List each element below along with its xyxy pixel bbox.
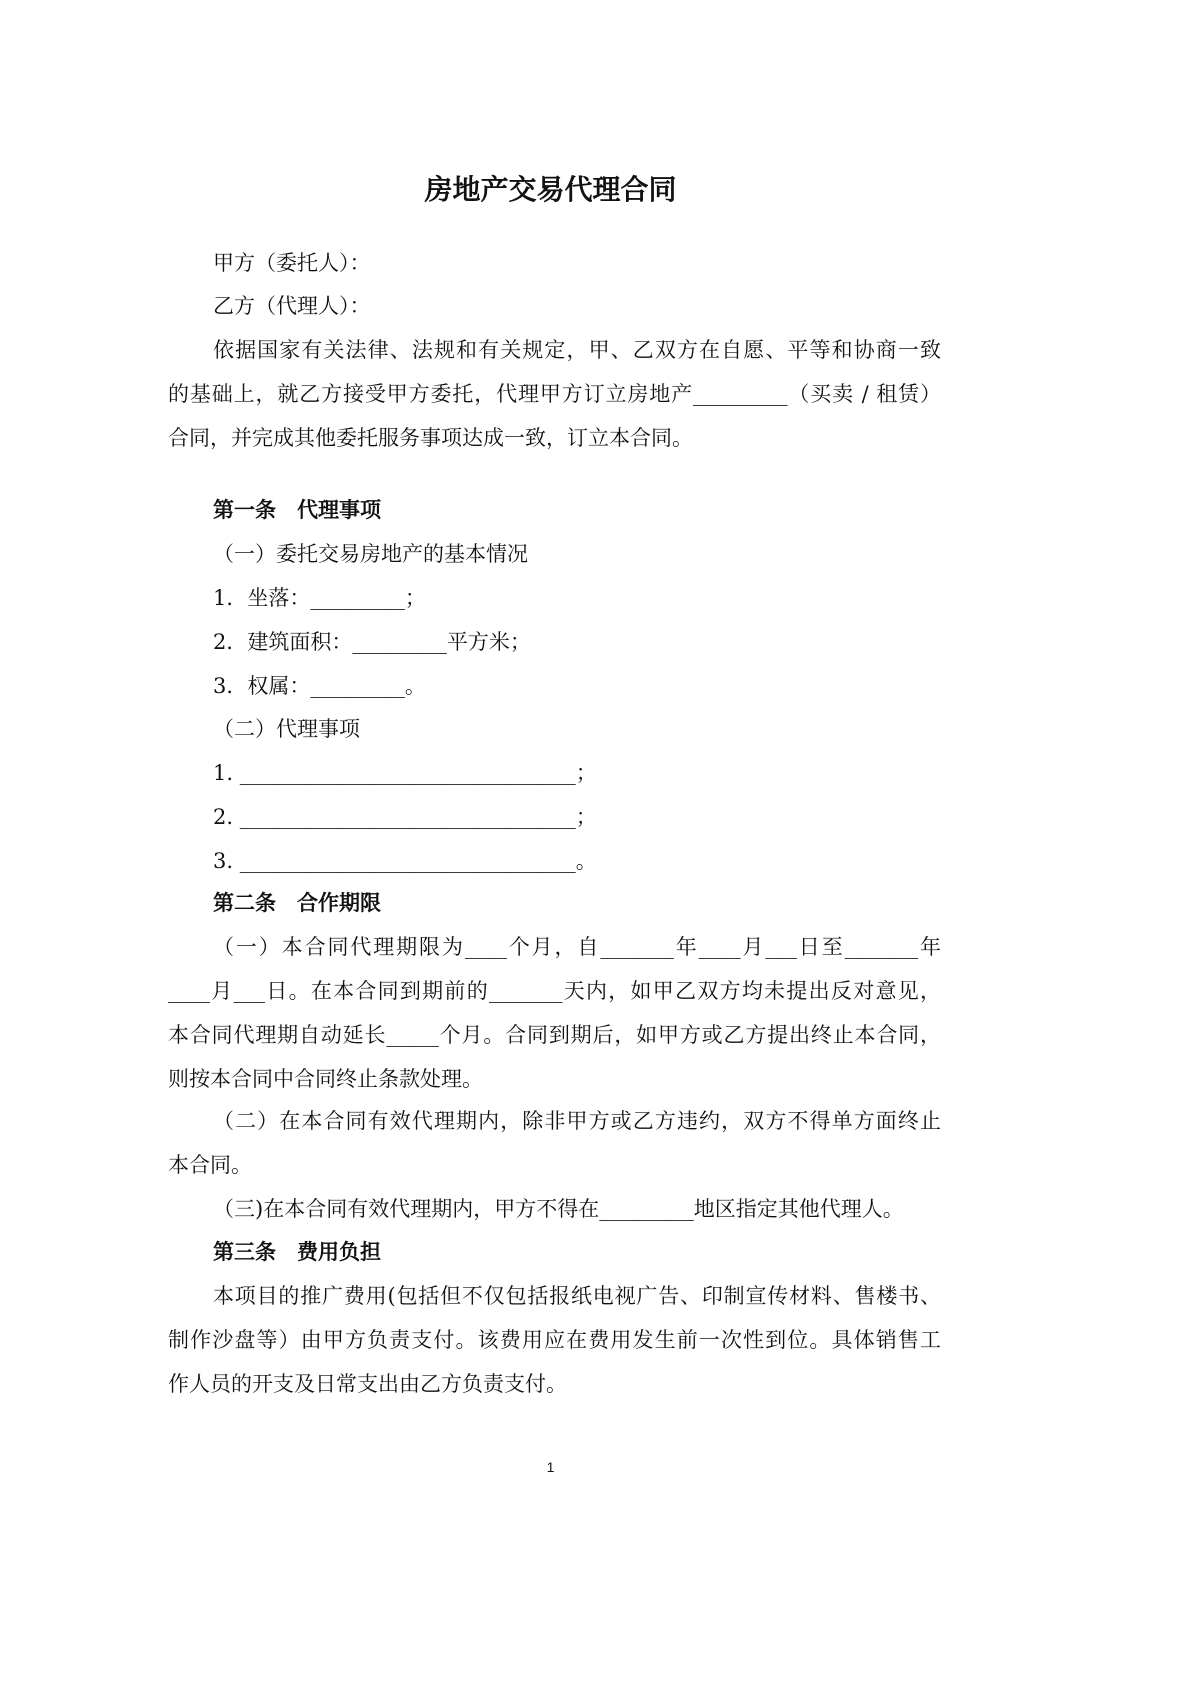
page-number: 1 bbox=[546, 1459, 555, 1475]
intro-line-3: 合同，并完成其他委托服务事项达成一致，订立本合同。 bbox=[168, 426, 693, 450]
term-section-2-line-1: （二）在本合同有效代理期内，除非甲方或乙方违约，双方不得单方面终止 bbox=[213, 1109, 941, 1133]
cost-line-1: 本项目的推广费用(包括但不仅包括报纸电视广告、印制宣传材料、售楼书、 bbox=[213, 1284, 941, 1308]
term-section-3-line: （三)在本合同有效代理期内，甲方不得在_________地区指定其他代理人。 bbox=[213, 1197, 904, 1221]
party-a-line: 甲方（委托人）： bbox=[213, 251, 371, 275]
agency-item-1: 1. ________________________________； bbox=[213, 761, 597, 785]
intro-line-2: 的基础上，就乙方接受甲方委托，代理甲方订立房地产_________（买卖 / 租赁） bbox=[168, 382, 941, 406]
article-1-section-2: （二）代理事项 bbox=[213, 717, 360, 741]
term-line-1: （一）本合同代理期限为____个月，自_______年____月___日至_______年 bbox=[213, 935, 941, 959]
party-b-line: 乙方（代理人）： bbox=[213, 294, 371, 318]
term-line-4: 则按本合同中合同终止条款处理。 bbox=[168, 1067, 483, 1091]
term-line-2: ____月___日。在本合同到期前的_______天内，如甲乙双方均未提出反对意见， bbox=[168, 979, 941, 1003]
article-1-section-1: （一）委托交易房地产的基本情况 bbox=[213, 542, 528, 566]
agency-item-2: 2. ________________________________； bbox=[213, 805, 597, 829]
property-location-line: 1．坐落：_________； bbox=[213, 586, 426, 610]
property-ownership-line: 3．权属：_________。 bbox=[213, 674, 426, 698]
article-1-heading: 第一条 代理事项 bbox=[213, 497, 381, 522]
cost-line-3: 作人员的开支及日常支出由乙方负责支付。 bbox=[168, 1372, 567, 1396]
article-3-heading: 第三条 费用负担 bbox=[213, 1239, 381, 1264]
term-line-3: 本合同代理期自动延长_____个月。合同到期后，如甲方或乙方提出终止本合同， bbox=[168, 1023, 941, 1047]
document-title: 房地产交易代理合同 bbox=[424, 173, 677, 206]
term-section-2-line-2: 本合同。 bbox=[168, 1153, 252, 1177]
article-2-heading: 第二条 合作期限 bbox=[213, 890, 381, 915]
intro-line-1: 依据国家有关法律、法规和有关规定，甲、乙双方在自愿、平等和协商一致 bbox=[213, 338, 941, 362]
cost-line-2: 制作沙盘等）由甲方负责支付。该费用应在费用发生前一次性到位。具体销售工 bbox=[168, 1328, 941, 1352]
property-area-line: 2．建筑面积：_________平方米； bbox=[213, 630, 531, 654]
agency-item-3: 3. ________________________________。 bbox=[213, 849, 597, 873]
